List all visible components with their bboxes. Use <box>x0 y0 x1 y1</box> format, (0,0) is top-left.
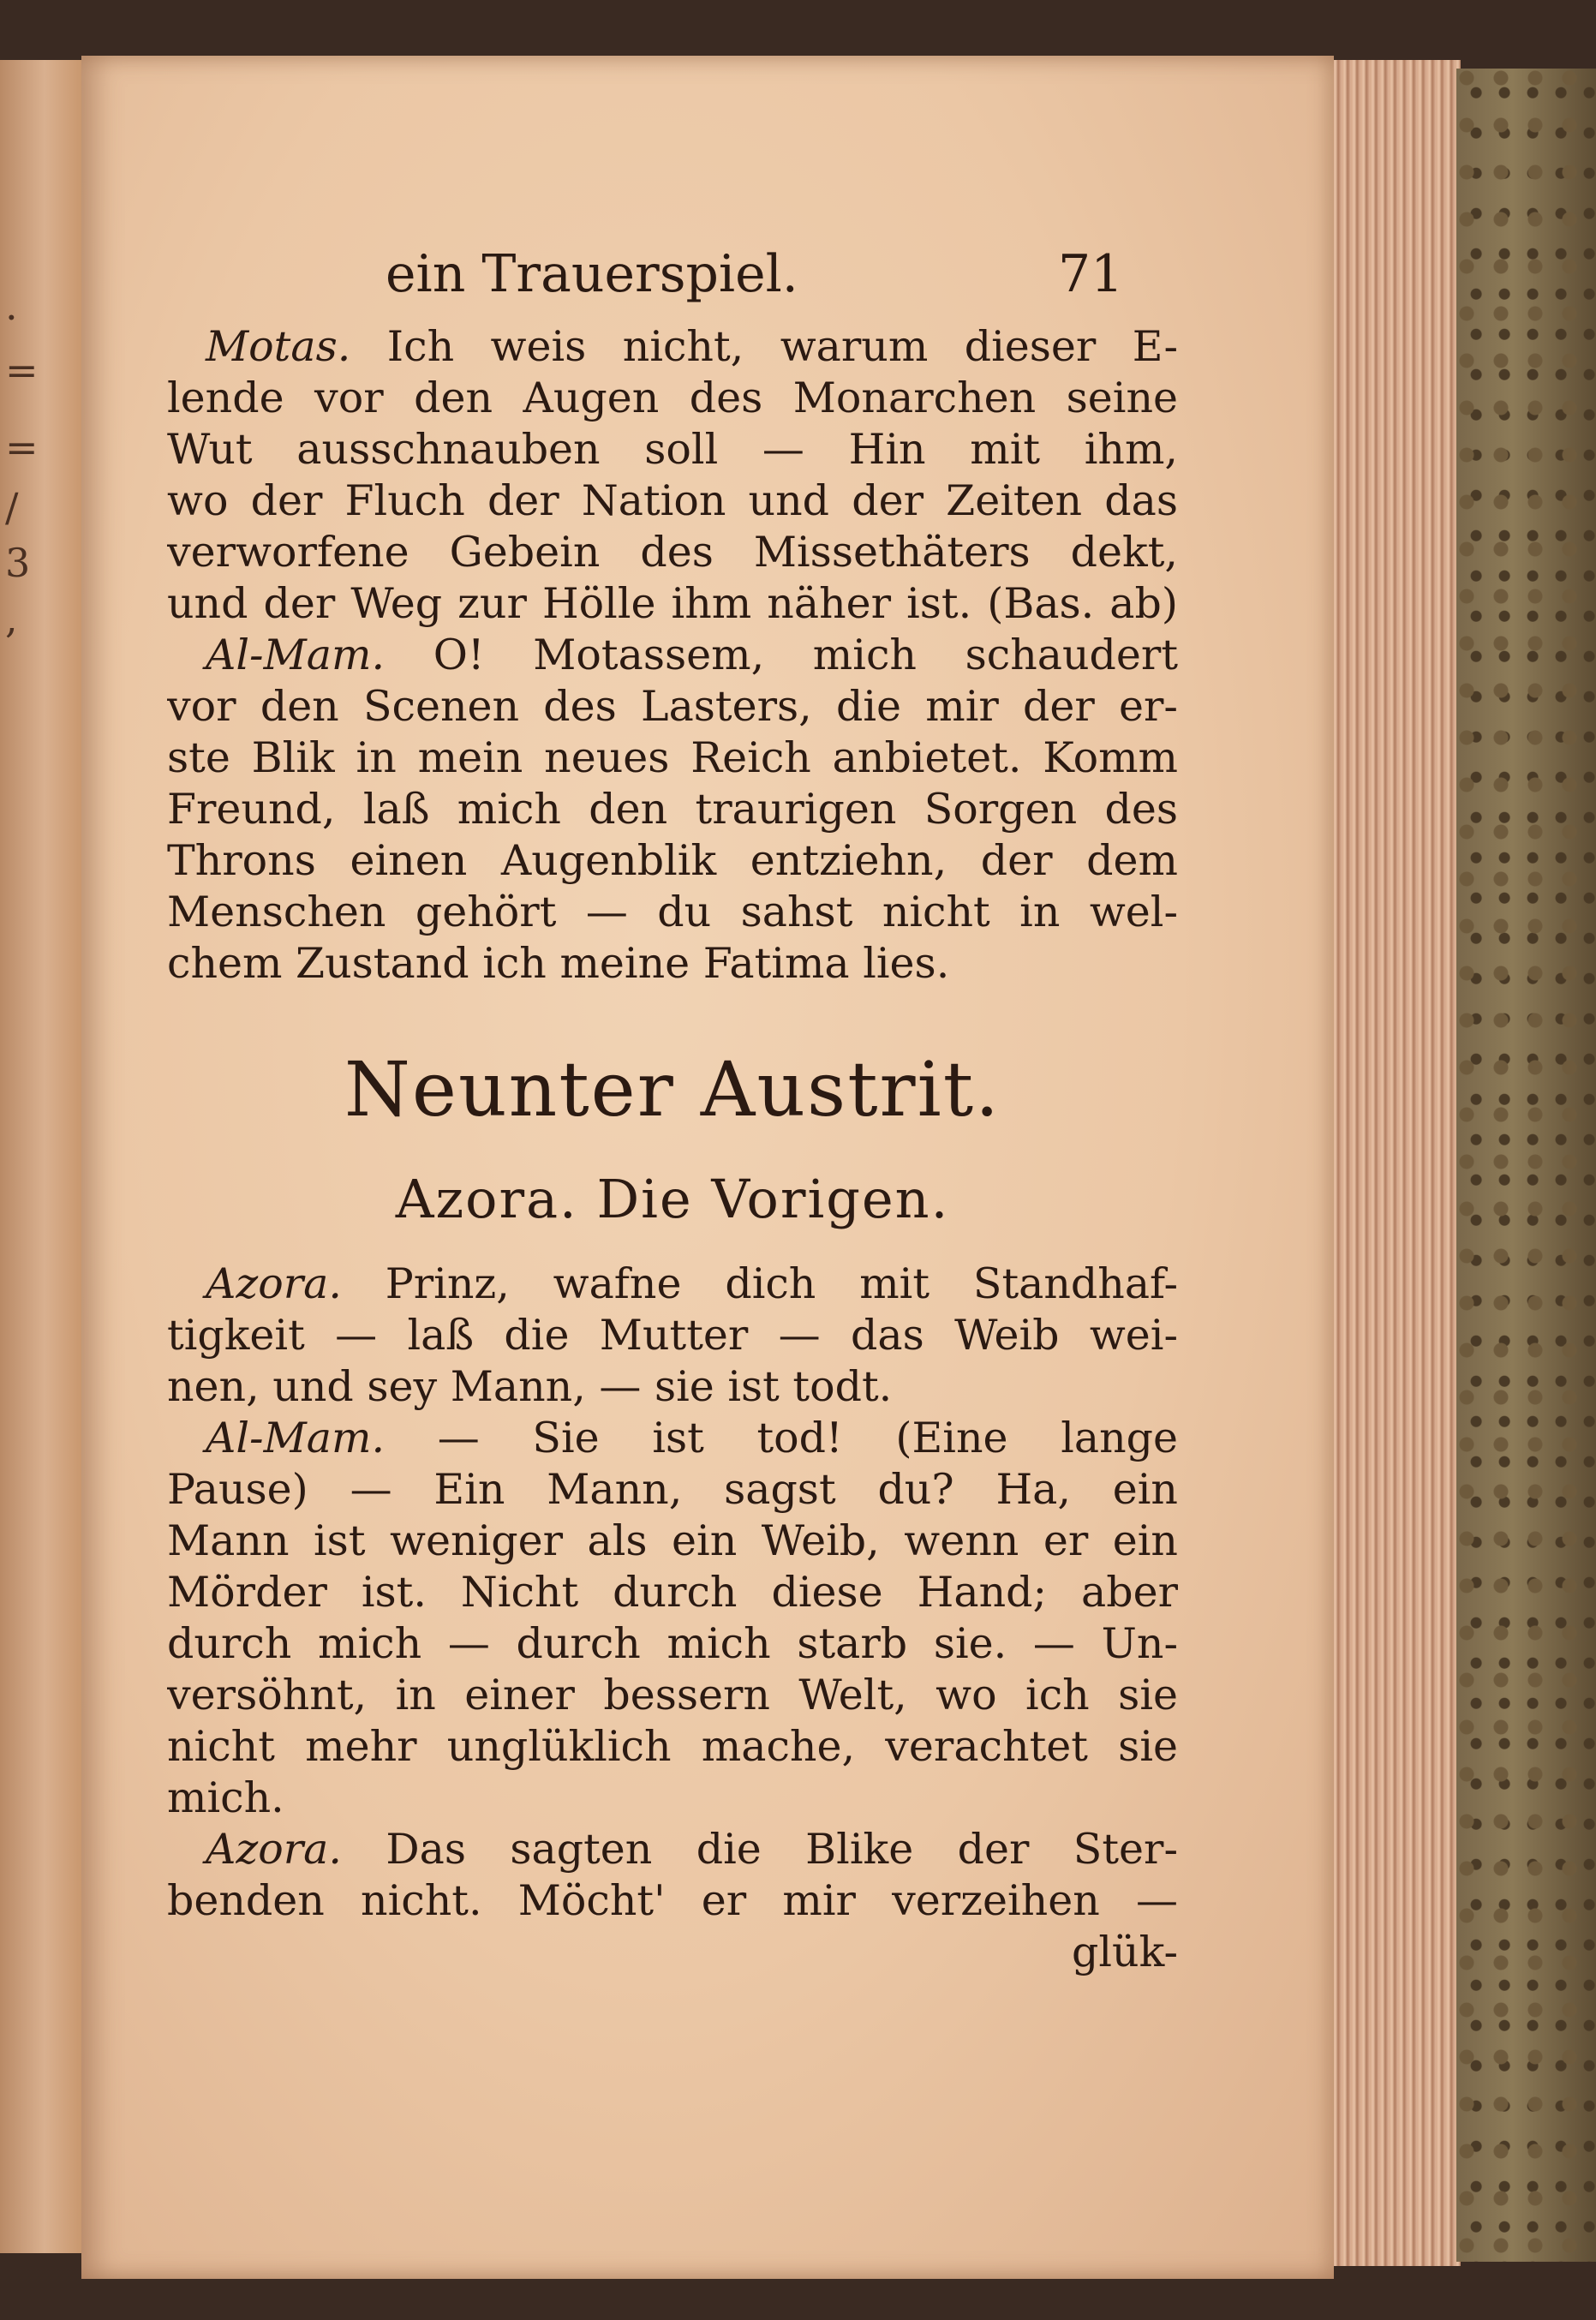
running-title: ein Trauerspiel. <box>386 244 798 304</box>
text-line: chem Zustand ich meine Fatima lies. <box>167 939 950 988</box>
speech-al-mam-1 <box>167 630 1178 990</box>
speaker-name: Al-Mam. <box>206 631 386 679</box>
text-line: verworfene Gebein des Missethäters dekt, <box>167 528 1178 577</box>
speaker-name: Azora. <box>206 1825 342 1874</box>
text-line: Azora. Prinz, wafne dich mit Standhaf- <box>206 1259 1178 1308</box>
text-line: ste Blik in mein neues Reich anbietet. Komm <box>167 733 1178 782</box>
book-cover <box>1456 69 1596 2262</box>
left-page-edge <box>0 60 84 2253</box>
text-line: Al-Mam. O! Motassem, mich schaudert <box>206 631 1178 679</box>
text-line: Throns einen Augenblik entziehn, der dem <box>167 836 1178 885</box>
text-line: Pause) — Ein Mann, sagst du? Ha, ein <box>167 1465 1178 1514</box>
speaker-name: Motas. <box>206 322 351 371</box>
text-line: Mörder ist. Nicht durch diese Hand; aber <box>167 1568 1178 1617</box>
left-page-mark: , <box>5 595 18 642</box>
speech-motas <box>167 321 1178 630</box>
text-line: Motas. Ich weis nicht, warum dieser E- <box>206 322 1178 371</box>
book-page <box>81 56 1334 2279</box>
page-header <box>167 193 1178 321</box>
catchword: glük- <box>1072 1928 1178 1976</box>
left-page-mark: 3 <box>5 540 31 586</box>
text-line: nicht mehr unglüklich mache, verachtet sie <box>167 1722 1178 1771</box>
text-line: nen, und sey Mann, — sie ist todt. <box>167 1362 893 1411</box>
speaker-name: Al-Mam. <box>206 1414 386 1462</box>
text-line: Menschen gehört — du sahst nicht in wel- <box>167 888 1178 936</box>
text-line: Freund, laß mich den traurigen Sorgen des <box>167 785 1178 834</box>
text-line: Al-Mam. — Sie ist tod! (Eine lange <box>206 1414 1178 1462</box>
text-line: und der Weg zur Hölle ihm näher ist. (Bas. ab) <box>167 579 1178 628</box>
text-line: vor den Scenen des Lasters, die mir der er- <box>167 682 1178 731</box>
speech-azora-1 <box>167 1259 1178 1413</box>
text-line: mich. <box>167 1773 284 1822</box>
left-page-mark: / <box>5 484 19 530</box>
left-page-mark: = <box>5 424 39 470</box>
text-line: wo der Fluch der Nation und der Zeiten das <box>167 476 1178 525</box>
speaker-name: Azora. <box>206 1259 342 1308</box>
text-line: tigkeit — laß die Mutter — das Weib wei- <box>167 1311 1178 1360</box>
scene-characters: Azora. Die Vorigen. <box>395 1168 950 1230</box>
left-page-mark: . <box>5 283 18 329</box>
text-line: Wut ausschnauben soll — Hin mit ihm, <box>167 425 1178 474</box>
text-line: lende vor den Augen des Monarchen seine <box>167 374 1178 422</box>
speech-al-mam-2 <box>167 1413 1178 1824</box>
text-line: Azora. Das sagten die Blike der Ster- <box>206 1825 1178 1874</box>
text-line: versöhnt, in einer bessern Welt, wo ich sie <box>167 1671 1178 1719</box>
text-line: Mann ist weniger als ein Weib, wenn er ein <box>167 1516 1178 1565</box>
text-line: benden nicht. Möcht' er mir verzeihen — <box>167 1876 1178 1925</box>
page-number: 71 <box>1058 244 1124 304</box>
speech-azora-2 <box>167 1824 1178 1927</box>
left-page-mark: = <box>5 347 39 393</box>
scene-heading: Neunter Austrit. <box>344 1045 1001 1133</box>
text-line: durch mich — durch mich starb sie. — Un- <box>167 1619 1178 1668</box>
page-text <box>167 193 1178 1978</box>
page-stack-edge <box>1332 60 1461 2266</box>
